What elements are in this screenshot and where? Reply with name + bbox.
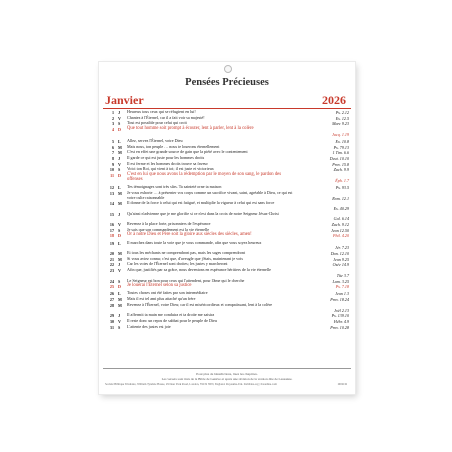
calendar-title: Pensées Précieuses xyxy=(185,77,269,88)
verse-reference: Zach. 9.12 xyxy=(331,222,349,227)
verse-reference: Ex. 10.8 xyxy=(335,139,349,145)
verse-text: Il affermit ta main me conduira et ta droite me saisira xyxy=(127,312,215,318)
day-number: 10 xyxy=(109,167,114,173)
day-number: 14 xyxy=(109,201,114,207)
verse-reference: Jean 1.3 xyxy=(335,291,349,297)
verse-text: Il donne de la force à celui qui est fatigué, et multiplie la vigueur à celui qui est sans force xyxy=(127,200,275,206)
verse-text: Je louerai l'Éternel selon sa justice xyxy=(127,283,192,289)
footer-note: Pour plus de bénédictions, lisez les chapitres. xyxy=(196,372,258,376)
footer-source: Les versets sont tirés de la Bible de Genève et après une révision de la version dite de Lausanne. xyxy=(161,377,293,381)
verse-reference: Phil. 4.20 xyxy=(332,233,349,239)
weekday-letter: J xyxy=(118,262,121,268)
day-number: 11 xyxy=(110,173,114,179)
weekday-letter: J xyxy=(118,313,121,319)
day-number: 17 xyxy=(109,227,114,233)
verse-text: Allez, servez l'Éternel, votre Dieu xyxy=(127,138,183,144)
verse-text: Le Seigneur est bon pour ceux qui l'attendent, pour l'âme qui le cherche xyxy=(127,277,245,283)
day-number: 24 xyxy=(109,278,114,284)
verse-text: Je vous exhorte … à présenter vos corps comme un sacrifice vivant, saint, agréable à Dieu, ce qui est votre culte raisonnable xyxy=(127,189,293,200)
day-number: 7 xyxy=(111,150,114,156)
verse-reference: Deut. 10.10 xyxy=(329,156,349,162)
verse-reference: Jean 12.50 xyxy=(331,227,349,233)
day-number: 9 xyxy=(111,161,114,167)
weekday-letter: L xyxy=(118,240,121,246)
verse-text: Il reste donc un repos de sabbat pour le peuple de Dieu xyxy=(127,317,217,323)
weekday-letter: L xyxy=(118,291,121,297)
weekday-letter: M xyxy=(118,302,122,308)
verse-text: Il marchez dans toute la voie que je vous commande, afin que vous soyez heureux xyxy=(127,239,262,245)
day-number: 1 xyxy=(111,110,114,115)
day-number: 6 xyxy=(111,144,114,150)
day-number: 30 xyxy=(109,318,114,324)
weekday-letter: M xyxy=(118,251,122,257)
day-number: 8 xyxy=(111,156,114,162)
day-number: 23 xyxy=(109,268,114,274)
verse-text: Si vous aviez connu; c'est que, d'aveugle que j'étais, maintenant je vois xyxy=(127,255,244,261)
weekday-letter: D xyxy=(118,284,121,290)
verse-text: Afin que, justifiés par sa grâce, nous devenions en espérance héritiers de la vie éternelle xyxy=(127,267,271,273)
weekday-letter: D xyxy=(118,173,121,179)
weekday-letter: J xyxy=(118,156,121,162)
day-number: 20 xyxy=(109,251,114,257)
verse-text: L'attente des justes est joie xyxy=(127,323,171,329)
verse-reference: Éph. 1.7 xyxy=(335,177,349,183)
hanging-hole xyxy=(224,65,232,73)
verse-text: Tes témoignages sont très sûrs. Ta sainteté orne ta maison xyxy=(127,184,222,190)
weekday-letter: V xyxy=(118,161,121,167)
verse-reference: Hébr. 4.9 xyxy=(333,318,349,324)
calendar-sheet xyxy=(99,62,355,394)
verse-text: Heureux tous ceux qui se réfugient en lui! xyxy=(127,109,196,114)
weekday-letter: M xyxy=(118,256,122,262)
day-number: 31 xyxy=(109,324,114,330)
verse-reference: Es. 40.29 xyxy=(333,205,349,211)
verse-reference: Ps. 2.12 xyxy=(335,109,349,115)
verse-reference: Prov. 15.8 xyxy=(332,161,349,167)
verse-row xyxy=(99,325,355,331)
verse-text: C'est en lui que nous avons la rédemption par le moyen de son sang, le pardon des offenses xyxy=(127,172,282,182)
verse-row xyxy=(99,127,355,137)
verse-text: Revenez à l'Éternel, votre Dieu; car il est miséricordieux et compatissant, lent à la colère xyxy=(127,301,273,307)
verse-reference: Joël 2.13 xyxy=(333,307,349,313)
verse-text: Et tous les méchants ne comprendront pas, mais les sages comprendront xyxy=(127,250,246,256)
verse-text: C'est en effet une grande source de gain que la piété avec le contentement xyxy=(127,149,248,155)
weekday-letter: V xyxy=(118,268,121,274)
day-number: 16 xyxy=(109,222,114,228)
verse-reference: Ps. 139.10 xyxy=(331,313,349,319)
verse-text: Il garde ce qui est juste pour les hommes droits xyxy=(127,155,205,161)
verse-text: Toutes choses ont été faites par son intermédiaire xyxy=(127,290,208,296)
weekday-letter: S xyxy=(118,278,121,284)
verse-reference: Es. 12.5 xyxy=(335,115,349,121)
month-label: Janvier xyxy=(105,93,144,107)
verse-reference: Marc 9.23 xyxy=(332,121,349,127)
day-number: 5 xyxy=(111,139,114,145)
weekday-letter: J xyxy=(118,211,121,217)
weekday-letter: M xyxy=(118,190,122,196)
weekday-letter: D xyxy=(118,233,121,239)
day-number: 15 xyxy=(109,211,114,217)
verse-reference: Dan. 12.10 xyxy=(330,251,349,257)
weekday-letter: V xyxy=(118,115,121,121)
verse-text: Voici ton Roi, qui vient à toi; il est juste et victorieux xyxy=(127,166,214,172)
day-number: 28 xyxy=(109,302,114,308)
verse-reference: Ps. 79.13 xyxy=(333,144,349,150)
weekday-letter: S xyxy=(118,121,121,127)
verse-reference: Zach. 9.9 xyxy=(333,167,349,173)
day-number: 29 xyxy=(109,313,114,319)
verse-reference: Rom. 12.1 xyxy=(332,195,349,201)
verse-reference: Prov. 18.24 xyxy=(330,297,349,303)
day-number: 2 xyxy=(111,115,114,121)
day-number: 19 xyxy=(109,240,114,246)
verse-list xyxy=(99,110,355,330)
verse-text: Or à notre Dieu et Père soit la gloire aux siècles des siècles, amen! xyxy=(127,232,252,238)
verse-reference: Tite 3.7 xyxy=(336,272,349,278)
weekday-letter: S xyxy=(118,227,121,233)
verse-text: Il est ferme et les hommes droits trouve sa faveur xyxy=(127,160,208,166)
day-number: 13 xyxy=(109,190,114,196)
verse-row xyxy=(99,233,355,239)
verse-reference: Osée 14.9 xyxy=(332,262,349,268)
verse-reference: Lam. 3.25 xyxy=(332,278,349,284)
weekday-letter: M xyxy=(118,201,122,207)
weekday-letter: S xyxy=(118,167,121,173)
weekday-letter: L xyxy=(118,139,121,145)
weekday-letter: S xyxy=(118,324,121,330)
verse-reference: Prov. 10.28 xyxy=(330,324,349,330)
day-number: 12 xyxy=(109,185,114,191)
weekday-letter: M xyxy=(118,150,122,156)
verse-reference: Gal. 6.14 xyxy=(333,216,349,222)
day-number: 26 xyxy=(109,291,114,297)
day-number: 22 xyxy=(109,262,114,268)
day-number: 4 xyxy=(111,127,114,133)
weekday-letter: M xyxy=(118,297,122,303)
footer-code: 1002CR xyxy=(337,382,347,386)
footer-divider xyxy=(103,368,351,369)
year-label: 2026 xyxy=(322,93,346,107)
day-number: 21 xyxy=(109,256,114,262)
verse-text: Revenez à la place forte, prisonniers de l'espérance xyxy=(127,221,211,227)
weekday-letter: J xyxy=(118,110,121,115)
verse-reference: Ps. 93.5 xyxy=(335,185,349,191)
verse-text: Chantez à l'Éternel, car il a fait voir sa majesté! xyxy=(127,114,205,120)
verse-reference: Jean 9.25 xyxy=(333,256,349,262)
day-number: 18 xyxy=(109,233,114,239)
verse-reference: Jacq. 1.19 xyxy=(332,131,349,137)
verse-text: Tout est possible pour celui qui croit xyxy=(127,120,187,126)
verse-text: Mais nous, ton peuple … nous te louerons éternellement xyxy=(127,143,220,149)
verse-text: Mais il est tel ami plus attaché qu'un frère xyxy=(127,296,196,302)
footer-publisher: Société Biblique Trinitaire, William Tyndale House, 29 Deer Park Road, London, SW19 3NN, England. Royaume-Uni. tbsbibles.org | tbsonline.com xyxy=(105,382,277,386)
day-number: 3 xyxy=(111,121,114,127)
verse-text: Je sais que son commandement est la vie éternelle xyxy=(127,226,210,232)
weekday-letter: V xyxy=(118,222,121,228)
verse-text: Que tout homme soit prompt à écouter, lent à parler, lent à la colère xyxy=(127,126,254,132)
verse-text: Qu'ainsi n'advienne que je me glorifie si ce n'est dans la croix de notre Seigneur Jésus-Christ xyxy=(127,210,279,216)
verse-reference: 1 Tim. 6.6 xyxy=(332,150,349,156)
verse-row xyxy=(99,268,355,278)
verse-reference: Jér. 7.23 xyxy=(335,245,349,251)
weekday-letter: L xyxy=(118,185,121,191)
weekday-letter: D xyxy=(118,127,121,133)
weekday-letter: M xyxy=(118,144,122,150)
verse-row xyxy=(99,173,355,183)
verse-row xyxy=(99,284,355,290)
weekday-letter: V xyxy=(118,318,121,324)
day-number: 25 xyxy=(109,284,114,290)
day-number: 27 xyxy=(109,297,114,303)
verse-reference: Ps. 7.18 xyxy=(335,284,349,290)
verse-text: Car les voies de l'Éternel sont droites; les justes y marcheront xyxy=(127,261,228,267)
